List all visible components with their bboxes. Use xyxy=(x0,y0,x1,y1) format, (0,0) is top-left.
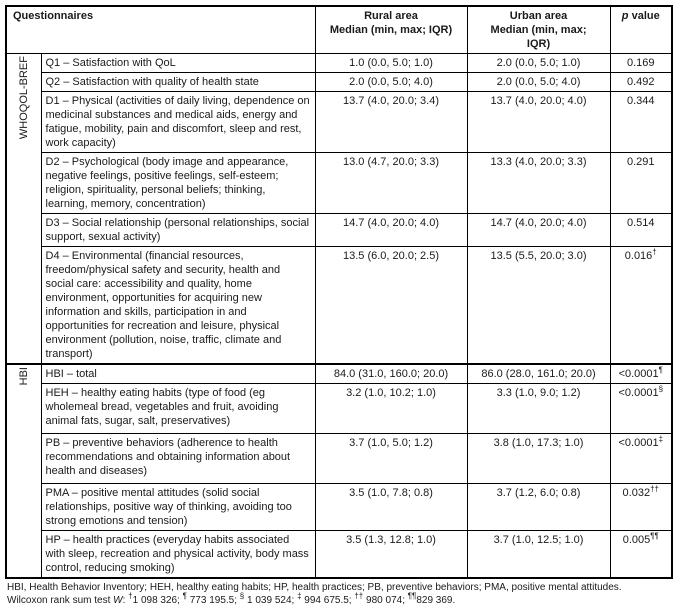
p-value: 0.492 xyxy=(627,76,655,88)
table-row xyxy=(6,54,672,73)
rural-value-cell: 13.7 (4.0, 20.0; 3.4) xyxy=(315,92,467,153)
p-value-label: value xyxy=(628,10,660,22)
questionnaire-cell: HEH – healthy eating habits (type of food (eg wholemeal bread, vegetables and fruit, avoiding animal fats, sugar, salt, preservatives) xyxy=(41,384,315,434)
urban-value-cell: 3.8 (1.0, 17.3; 1.0) xyxy=(467,434,610,484)
table-row xyxy=(6,153,672,214)
w-statistic-symbol: W xyxy=(113,595,123,606)
results-table xyxy=(5,5,673,579)
p-value: <0.0001 xyxy=(618,387,659,399)
table-row xyxy=(6,73,672,92)
group-whoqol-bref xyxy=(6,54,672,365)
rural-value-cell: 2.0 (0.0, 5.0; 4.0) xyxy=(315,73,467,92)
p-value-cell xyxy=(610,384,672,434)
p-value: 0.169 xyxy=(627,57,655,69)
p-value-superscript: ‡ xyxy=(658,434,664,444)
rural-value-cell: 3.7 (1.0, 5.0; 1.2) xyxy=(315,434,467,484)
footnote-wilcoxon xyxy=(7,591,672,607)
footnote-superscript: † xyxy=(128,591,133,601)
p-value-cell xyxy=(610,54,672,73)
questionnaire-cell: D3 – Social relationship (personal relationships, social support, sexual activity) xyxy=(41,214,315,247)
urban-value-cell: 13.7 (4.0, 20.0; 4.0) xyxy=(467,92,610,153)
questionnaire-cell: Q2 – Satisfaction with quality of health state xyxy=(41,73,315,92)
group-hbi xyxy=(6,364,672,578)
p-value-cell xyxy=(610,214,672,247)
footnote-value: 1 098 326; xyxy=(132,595,183,606)
p-value: 0.016 xyxy=(624,250,653,262)
p-value-cell xyxy=(610,247,672,365)
footnote-superscript: § xyxy=(239,591,245,601)
p-value: <0.0001 xyxy=(618,437,659,449)
questionnaire-cell: D1 – Physical (activities of daily living, dependence on medicinal substances and medical aids, energy and fatigue, mobility, pain and discomfort, sleep and rest, work capacity) xyxy=(41,92,315,153)
table-row xyxy=(6,484,672,531)
urban-value-cell: 13.5 (5.5, 20.0; 3.0) xyxy=(467,247,610,365)
p-value-superscript: †† xyxy=(650,484,659,494)
group-label-hbi: HBI xyxy=(17,367,30,386)
p-value-cell xyxy=(610,92,672,153)
table-header xyxy=(6,6,672,54)
p-italic: p xyxy=(621,10,629,22)
p-value-superscript: ¶ xyxy=(658,365,663,375)
header-row xyxy=(6,6,672,54)
group-label-cell xyxy=(6,54,41,365)
table-row xyxy=(6,531,672,579)
footnote-superscript: ¶ xyxy=(182,591,187,601)
questionnaire-cell: HBI – total xyxy=(41,364,315,384)
table-row xyxy=(6,384,672,434)
group-label-cell xyxy=(6,364,41,578)
rural-value-cell: 84.0 (31.0, 160.0; 20.0) xyxy=(315,364,467,384)
table-row xyxy=(6,247,672,365)
questionnaire-cell: Q1 – Satisfaction with QoL xyxy=(41,54,315,73)
p-value-superscript: ¶¶ xyxy=(650,531,659,541)
rural-value-cell: 3.2 (1.0, 10.2; 1.0) xyxy=(315,384,467,434)
urban-value-cell: 2.0 (0.0, 5.0; 1.0) xyxy=(467,54,610,73)
table-row xyxy=(6,434,672,484)
footnote-value: 980 074; xyxy=(363,595,408,606)
footnote-value: 773 195.5; xyxy=(186,595,240,606)
p-value-cell xyxy=(610,484,672,531)
questionnaire-cell: D4 – Environmental (financial resources, freedom/physical safety and security, health and social care: accessibility and quality, home environment, opportunities for acquiring new information and skills, participation in and opportunities for recreation and leisure, physical environment (pollution, noise, traffic, climate and transport) xyxy=(41,247,315,365)
table-row xyxy=(6,214,672,247)
p-value: 0.032 xyxy=(622,487,651,499)
p-value: 0.005 xyxy=(622,534,651,546)
p-value-cell xyxy=(610,364,672,384)
questionnaire-cell: PB – preventive behaviors (adherence to health recommendations and obtaining information about health and diseases) xyxy=(41,434,315,484)
urban-value-cell: 3.7 (1.0, 12.5; 1.0) xyxy=(467,531,610,579)
footnote-superscript: ‡ xyxy=(297,591,302,601)
rural-value-cell: 13.0 (4.7, 20.0; 3.3) xyxy=(315,153,467,214)
rural-value-cell: 14.7 (4.0, 20.0; 4.0) xyxy=(315,214,467,247)
rural-value-cell: 3.5 (1.0, 7.8; 0.8) xyxy=(315,484,467,531)
table-row xyxy=(6,364,672,384)
group-label-whoqol-bref: WHOQOL-BREF xyxy=(17,56,30,140)
rural-value-cell: 1.0 (0.0, 5.0; 1.0) xyxy=(315,54,467,73)
footnote-value: 1 039 524; xyxy=(244,595,298,606)
footnote-value: 829 369. xyxy=(416,595,456,606)
p-value-superscript: † xyxy=(652,247,657,257)
rural-area-label: Rural area xyxy=(364,10,418,22)
table-row xyxy=(6,92,672,153)
p-value-cell xyxy=(610,153,672,214)
urban-value-cell: 86.0 (28.0, 161.0; 20.0) xyxy=(467,364,610,384)
p-value-superscript: § xyxy=(658,384,664,394)
footnote-colon: : xyxy=(122,595,129,606)
urban-median-label: Median (min, max; IQR) xyxy=(490,24,587,50)
rural-value-cell: 3.5 (1.3, 12.8; 1.0) xyxy=(315,531,467,579)
p-value: 0.344 xyxy=(627,95,655,107)
p-value: <0.0001 xyxy=(618,368,659,380)
p-value-cell xyxy=(610,73,672,92)
urban-area-label: Urban area xyxy=(509,10,568,22)
urban-value-cell: 2.0 (0.0, 5.0; 4.0) xyxy=(467,73,610,92)
table-footnote xyxy=(5,581,672,607)
urban-value-cell: 3.3 (1.0, 9.0; 1.2) xyxy=(467,384,610,434)
urban-value-cell: 13.3 (4.0, 20.0; 3.3) xyxy=(467,153,610,214)
p-value-cell xyxy=(610,434,672,484)
col-header-urban xyxy=(467,6,610,54)
p-value-cell xyxy=(610,531,672,579)
rural-value-cell: 13.5 (6.0, 20.0; 2.5) xyxy=(315,247,467,365)
p-value: 0.514 xyxy=(627,217,655,229)
col-header-rural xyxy=(315,6,467,54)
urban-value-cell: 14.7 (4.0, 20.0; 4.0) xyxy=(467,214,610,247)
footnote-prefix: Wilcoxon rank sum test xyxy=(7,595,114,606)
footnote-value: 994 675.5; xyxy=(301,595,355,606)
footnote-superscript: ¶¶ xyxy=(407,591,417,601)
footnote-superscript: †† xyxy=(354,591,364,601)
questionnaire-cell: D2 – Psychological (body image and appearance, negative feelings, positive feelings, self-esteem; religion, spirituality, personal beliefs; thinking, learning, memory, concentration) xyxy=(41,153,315,214)
rural-median-label: Median (min, max; IQR) xyxy=(329,24,453,36)
col-header-questionnaires: Questionnaires xyxy=(6,6,315,54)
urban-value-cell: 3.7 (1.2, 6.0; 0.8) xyxy=(467,484,610,531)
questionnaire-cell: PMA – positive mental attitudes (solid social relationships, positive way of thinking, avoiding too strong emotions and tension) xyxy=(41,484,315,531)
questionnaire-cell: HP – health practices (everyday habits associated with sleep, recreation and physical activity, body mass control, reducing smoking) xyxy=(41,531,315,579)
p-value: 0.291 xyxy=(627,156,655,168)
col-header-pvalue xyxy=(610,6,672,54)
footnote-abbreviations: HBI, Health Behavior Inventory; HEH, healthy eating habits; HP, health practices; PB, preventive behaviors; PMA, positive mental attitudes. xyxy=(7,582,622,593)
